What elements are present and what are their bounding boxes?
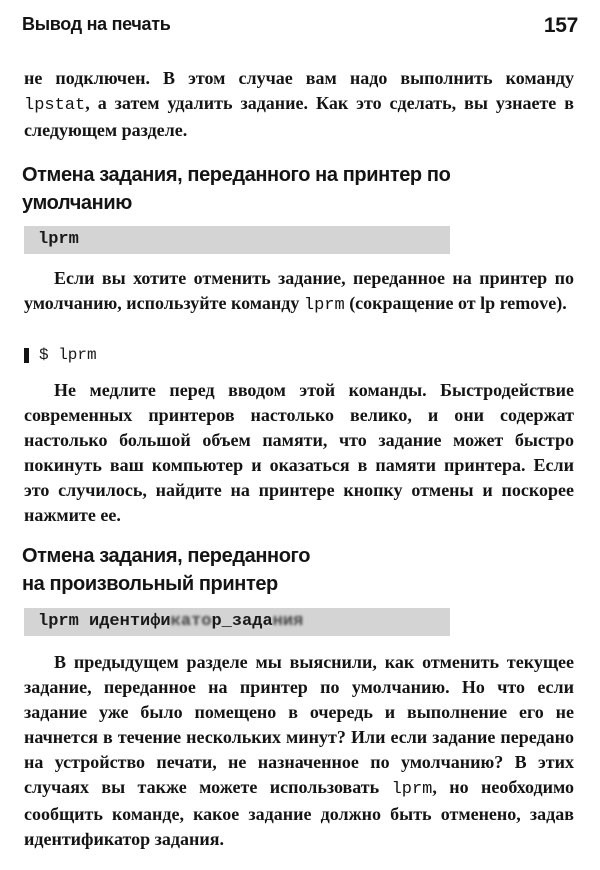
section2-para1-text-end: , но необходимо сообщить команде, какое задание должно быть отменено, задав идентификатор задания. [24,777,574,849]
section2-para1-text-start: В предыдущем разделе мы выяснили, как отменить текущее задание, переданное на принтер по умолчанию. Но что если задание уже было помещено в очередь и выполнение его не начнется в течение нескольких минут? Или если задание передано на устройство печати, не назначенное по умолчанию? В этих случаях вы также можете использовать [24,652,574,797]
section1-para1-text-end: (сокращение от lp remove). [344,293,567,313]
section2-paragraph-1 [24,650,574,852]
section-heading-any-printer [22,542,542,598]
code-box-text: lprm идентифи [38,612,171,631]
code-box-text-blurred-1: като [170,612,212,631]
intro-text-end: , а затем удалить задание. Как это сделать, вы узнаете в следующем разделе. [24,93,574,140]
running-title: Вывод на печать [22,14,171,34]
section-heading-default-printer: Отмена задания, переданного на принтер по умолчанию [22,164,451,214]
code-box-text-blurred-2: ния [272,612,304,631]
command-line [24,344,97,366]
section1-paragraph-1 [24,266,574,318]
code-box-text-mid: р_зада [211,612,273,631]
inline-command-lprm-2: lprm [391,780,433,799]
intro-text-start: не подключен. В этом случае вам надо выполнить команду [24,68,574,88]
section1-paragraph-2: Не медлите перед вводом этой команды. Быстродействие современных принтеров настолько велико, и они содержат настолько большой объем памяти, что задание может быстро покинуть ваш компьютер и оказаться в памяти принтера. Если это случилось, найдите на принтере кнопку отмены и поскорее нажмите ее. [24,380,574,525]
section1-para1-text-start: Если вы хотите отменить задание, переданное на принтер по умолчанию, используйте команду [24,268,574,313]
heading-line-2: на произвольный принтер [22,573,278,595]
code-box-lprm: lprm [24,226,450,254]
page-number: 157 [543,14,578,37]
command-line-text: $ lprm [39,346,97,364]
intro-paragraph [24,66,574,143]
running-head [22,14,578,44]
code-box-lprm-job-id [24,608,450,636]
inline-command-lpstat: lpstat [24,96,86,115]
bullet-mark [24,348,29,363]
inline-command-lprm: lprm [303,296,345,315]
heading-line-1: Отмена задания, переданного [22,545,311,567]
